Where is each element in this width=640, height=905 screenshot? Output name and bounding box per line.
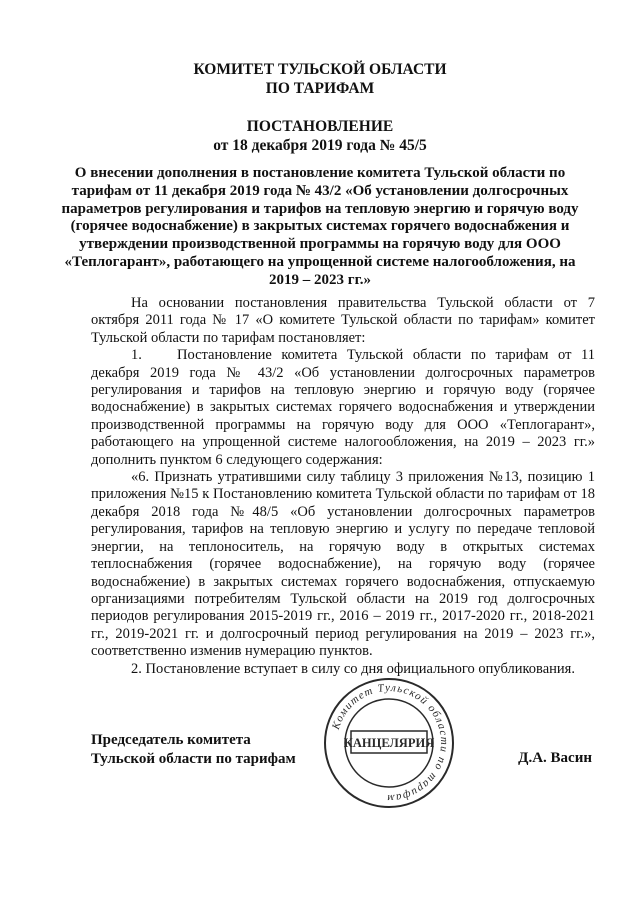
document-body [91, 295, 595, 678]
stamp-ring-text: Комитет Тульской области по тарифам [329, 681, 451, 805]
item-1-paragraph [91, 347, 595, 469]
document-type: ПОСТАНОВЛЕНИЕ [246, 118, 394, 135]
org-name-line1: КОМИТЕТ ТУЛЬСКОЙ ОБЛАСТИ [193, 61, 447, 78]
org-name-line2: ПО ТАРИФАМ [265, 80, 375, 97]
organization-header [0, 60, 640, 98]
item-1-number: 1. [131, 347, 142, 364]
item-1-text: Постановление комитета Тульской области по тарифам от 11 декабря 2019 года № 43/2 «Об установлении долгосрочных параметров регулирования и тарифов на тепловую энергию и горячую воду (горячее водоснабжение) в закрытых системах горячего водоснабжения и утверждении производственной программы на горячую воду для ООО «Теплогарант», работающего на упрощенной системе налогообложения, на 2019 – 2023 гг.» дополнить пунктом 6 следующего содержания: [91, 347, 595, 468]
item-2-paragraph: 2. Постановление вступает в силу со дня официального опубликования. [131, 660, 575, 677]
signatory-title [91, 731, 296, 769]
signatory-title-line1: Председатель комитета [91, 732, 251, 748]
preamble-paragraph: На основании постановления правительства Тульской области от 7 октября 2011 года № 17 «О комитете Тульской области по тарифам» комитет Тульской области по тарифам постановляет: [91, 295, 595, 346]
document-subject: О внесении дополнения в постановление комитета Тульской области по тарифам от 11 декабря 2019 года № 43/2 «Об установлении долгосрочных параметров регулирования и тарифов на тепловую энергию и горячую воду (горячее водоснабжение) в закрытых системах горячего водоснабжения и утверждении производственной программы на горячую воду для ООО «Теплогарант», работающего на упрощенной системе налогообложения, на 2019 – 2023 гг.» [61, 165, 579, 288]
item-1-quoted-clause: «6. Признать утратившими силу таблицу 3 приложения №13, позицию 1 приложения №15 к Постановлению комитета Тульской области по тарифам от 18 декабря 2018 года №48/5 «Об установлении долгосрочных параметров регулирования, тарифов на тепловую энергию и услугу по передаче тепловой энергии, на теплоноситель, на горячую воду в открытых системах теплоснабжения (горячее водоснабжение), на горячую воду (горячее водоснабжение) в закрытых системах горячего водоснабжения, отпускаемую организациями потребителям Тульской области на 2019 год долгосрочных периодов регулирования 2015-2019 гг., 2016 – 2019 гг., 2017-2020 гг., 2018-2021 гг., 2019-2021 гг. и долгосрочный период регулирования на 2019 – 2023 гг.», соответственно изменив нумерацию пунктов. [91, 469, 595, 660]
official-stamp [322, 676, 456, 810]
signatory-title-line2: Тульской области по тарифам [91, 751, 296, 767]
stamp-center-text: КАНЦЕЛЯРИЯ [343, 736, 435, 750]
document-type-block [0, 117, 640, 155]
document-date-number: от 18 декабря 2019 года № 45/5 [213, 137, 427, 154]
signatory-name: Д.А. Васин [518, 750, 592, 766]
